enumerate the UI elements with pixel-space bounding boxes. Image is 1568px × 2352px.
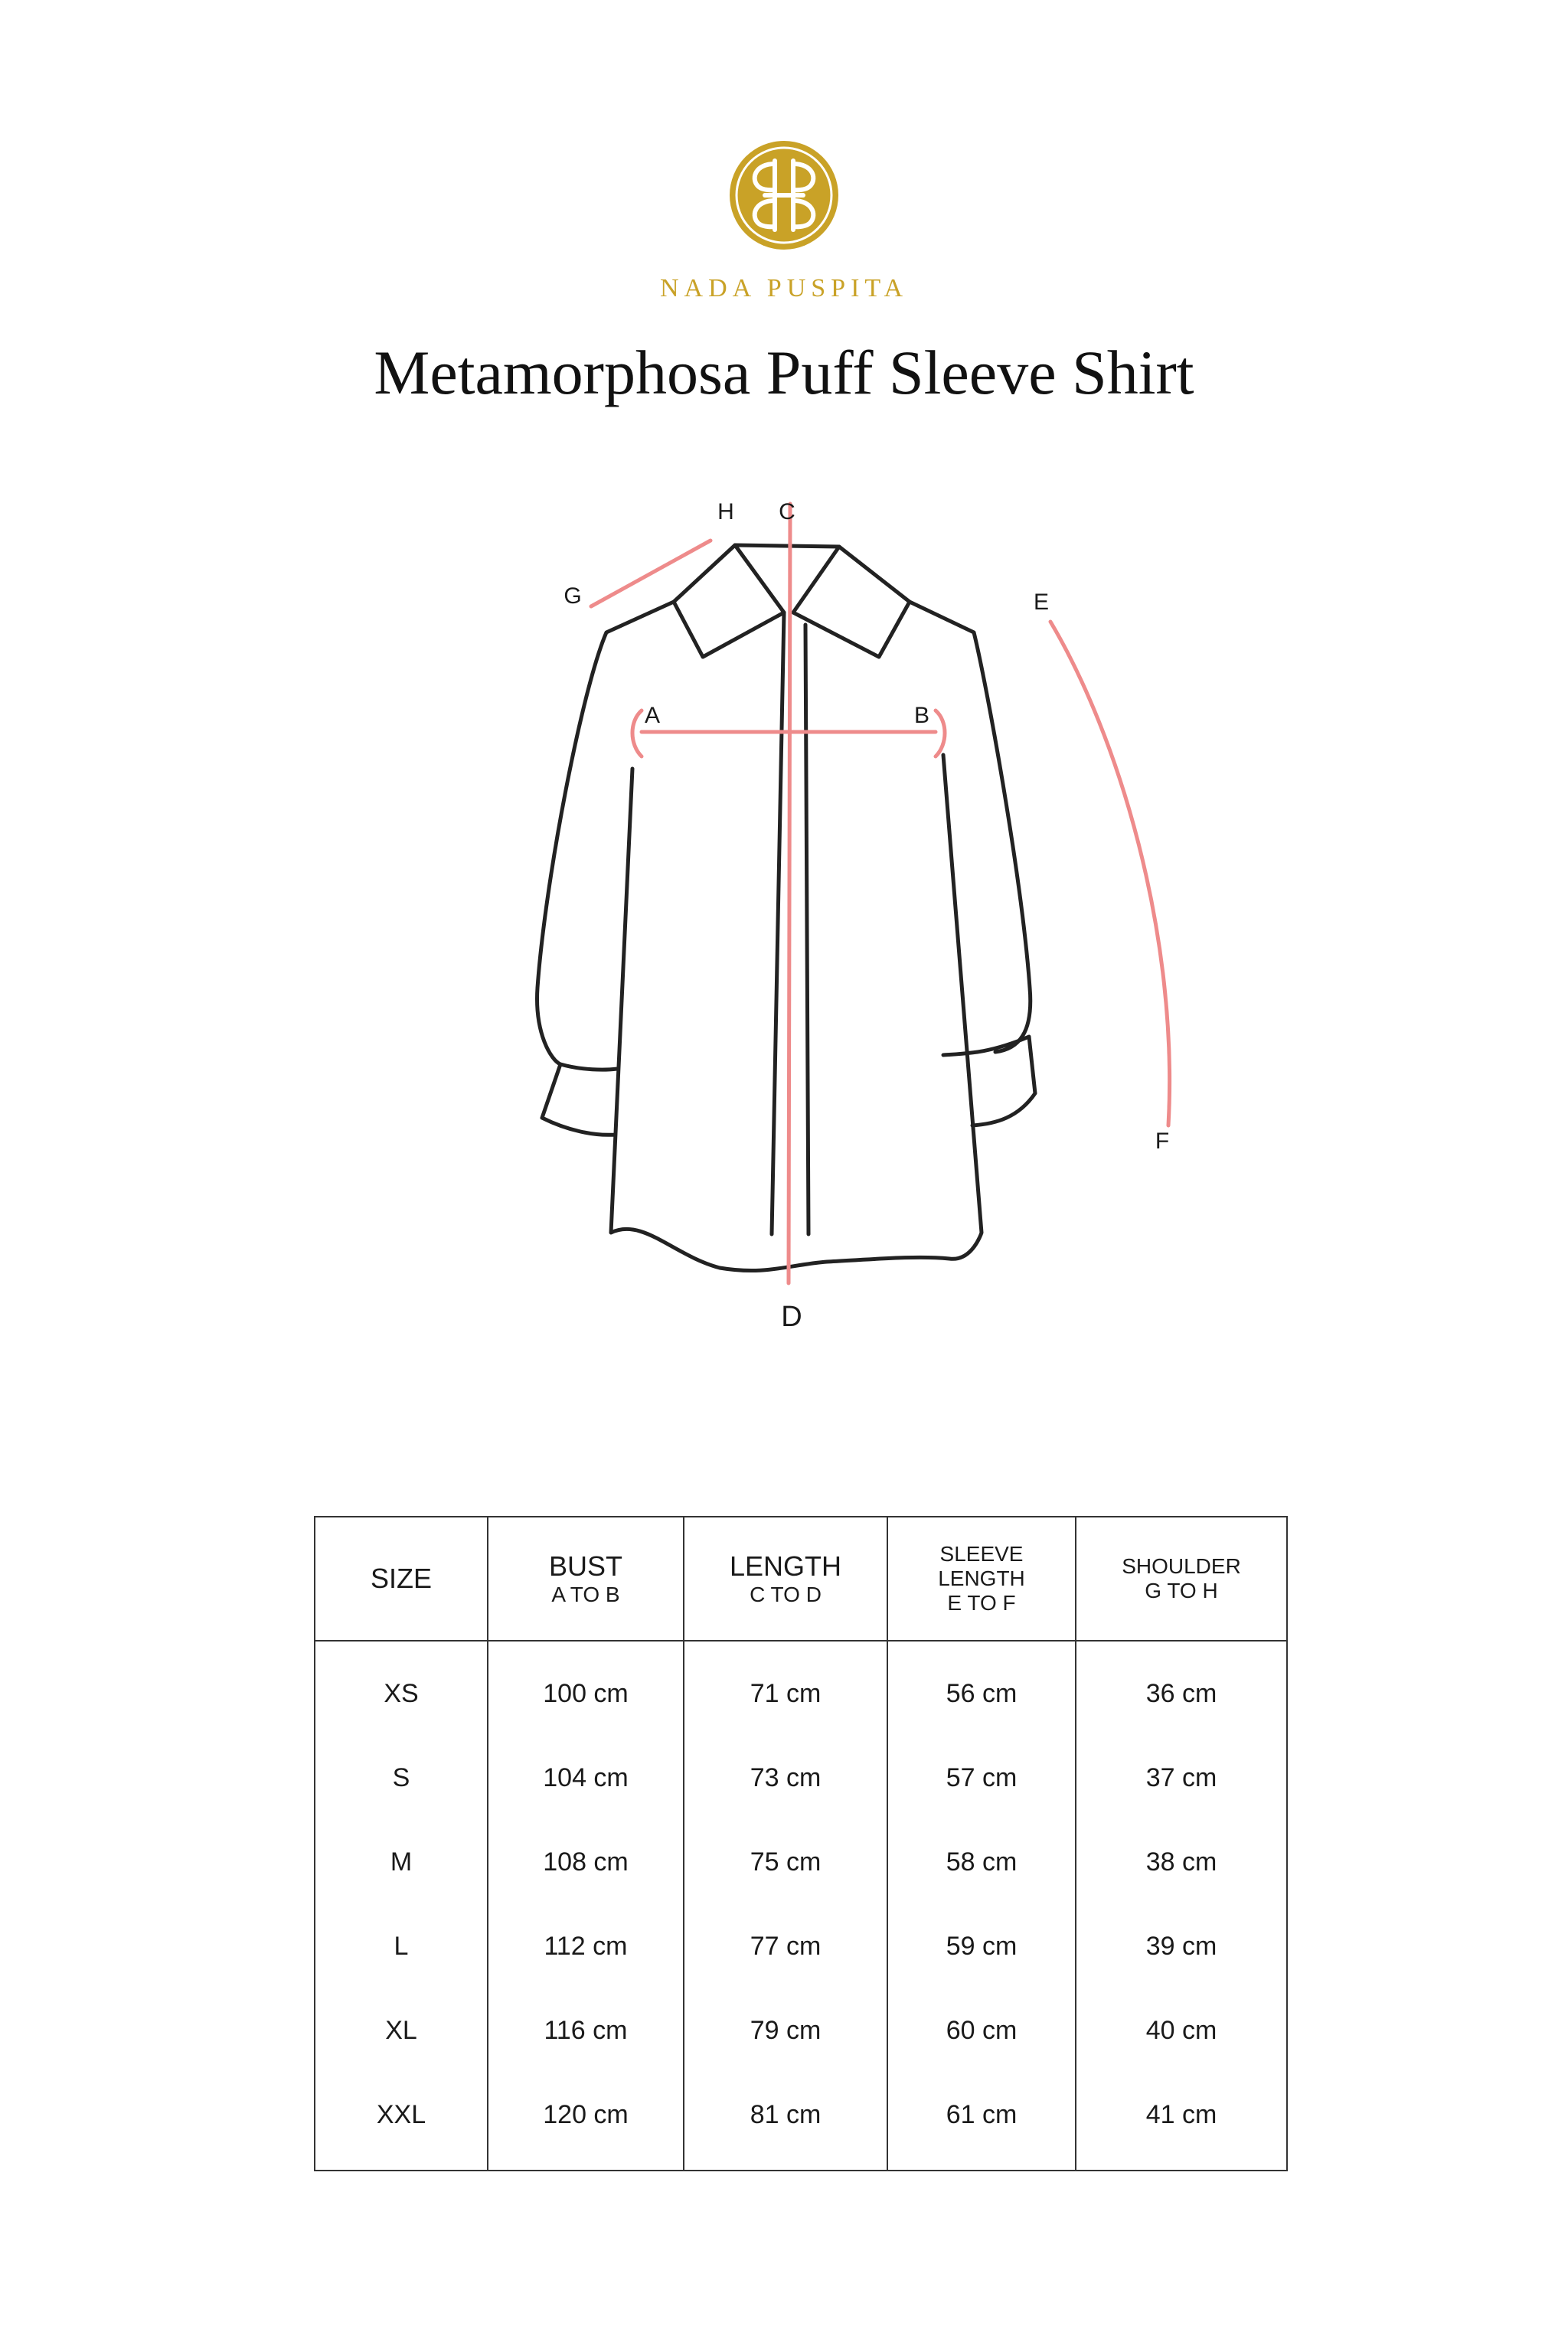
table-row <box>315 1820 1287 1904</box>
cell-size: XXL <box>315 2073 488 2171</box>
label-d: D <box>781 1301 802 1333</box>
size-chart-table <box>314 1516 1288 2171</box>
cell-size: XL <box>315 1988 488 2073</box>
header-bust: BUST A TO B <box>488 1517 684 1641</box>
shirt-outline <box>537 545 1035 1271</box>
cell-bust: 120 cm <box>488 2073 684 2171</box>
shirt-body <box>537 602 1035 1271</box>
cell-shoulder: 39 cm <box>1076 1904 1287 1988</box>
table-row <box>315 1988 1287 2073</box>
label-e: E <box>1033 590 1050 615</box>
header-length: LENGTH C TO D <box>684 1517 887 1641</box>
cell-sleeve: 60 cm <box>887 1988 1076 2073</box>
cell-bust: 112 cm <box>488 1904 684 1988</box>
cell-sleeve: 57 cm <box>887 1736 1076 1820</box>
label-b: B <box>913 703 930 728</box>
cell-bust: 108 cm <box>488 1820 684 1904</box>
measure-line-shoulder <box>591 541 710 606</box>
collar-left <box>674 545 784 657</box>
cell-length: 79 cm <box>684 1988 887 2073</box>
cell-sleeve: 56 cm <box>887 1641 1076 1736</box>
cell-size: XS <box>315 1641 488 1736</box>
measure-bracket-b <box>936 710 945 756</box>
label-f: F <box>1155 1129 1170 1154</box>
collar-back <box>735 545 839 547</box>
placket-line-right <box>805 625 808 1234</box>
measurement-labels <box>564 499 1169 1333</box>
cell-size: M <box>315 1820 488 1904</box>
cell-shoulder: 38 cm <box>1076 1820 1287 1904</box>
label-c: C <box>779 499 795 524</box>
cell-bust: 104 cm <box>488 1736 684 1820</box>
table-row <box>315 1904 1287 1988</box>
measurement-lines <box>591 504 1170 1283</box>
cell-length: 75 cm <box>684 1820 887 1904</box>
table-row <box>315 2073 1287 2171</box>
product-title: Metamorphosa Puff Sleeve Shirt <box>374 338 1194 407</box>
cell-length: 71 cm <box>684 1641 887 1736</box>
cell-shoulder: 36 cm <box>1076 1641 1287 1736</box>
cell-sleeve: 61 cm <box>887 2073 1076 2171</box>
brand-name: NADA PUSPITA <box>659 274 909 302</box>
cell-length: 77 cm <box>684 1904 887 1988</box>
collar-right <box>793 547 910 657</box>
placket-line-left <box>772 612 784 1234</box>
cell-bust: 100 cm <box>488 1641 684 1736</box>
label-a: A <box>644 703 661 728</box>
label-h: H <box>717 499 734 524</box>
header-size: SIZE <box>315 1517 488 1641</box>
measure-line-sleeve <box>1050 622 1170 1125</box>
measure-line-length <box>789 504 790 1283</box>
cell-length: 73 cm <box>684 1736 887 1820</box>
cell-size: S <box>315 1736 488 1820</box>
cell-bust: 116 cm <box>488 1988 684 2073</box>
cell-size: L <box>315 1904 488 1988</box>
table-row <box>315 1641 1287 1736</box>
cell-shoulder: 41 cm <box>1076 2073 1287 2171</box>
cell-sleeve: 59 cm <box>887 1904 1076 1988</box>
cell-shoulder: 40 cm <box>1076 1988 1287 2073</box>
cell-shoulder: 37 cm <box>1076 1736 1287 1820</box>
label-g: G <box>564 583 582 609</box>
table-row <box>315 1736 1287 1820</box>
header-sleeve-length: SLEEVE LENGTH E TO F <box>887 1517 1076 1641</box>
header-shoulder: SHOULDER G TO H <box>1076 1517 1287 1641</box>
cell-sleeve: 58 cm <box>887 1820 1076 1904</box>
measure-bracket-a <box>632 710 642 756</box>
table-header-row <box>315 1517 1287 1641</box>
cell-length: 81 cm <box>684 2073 887 2171</box>
